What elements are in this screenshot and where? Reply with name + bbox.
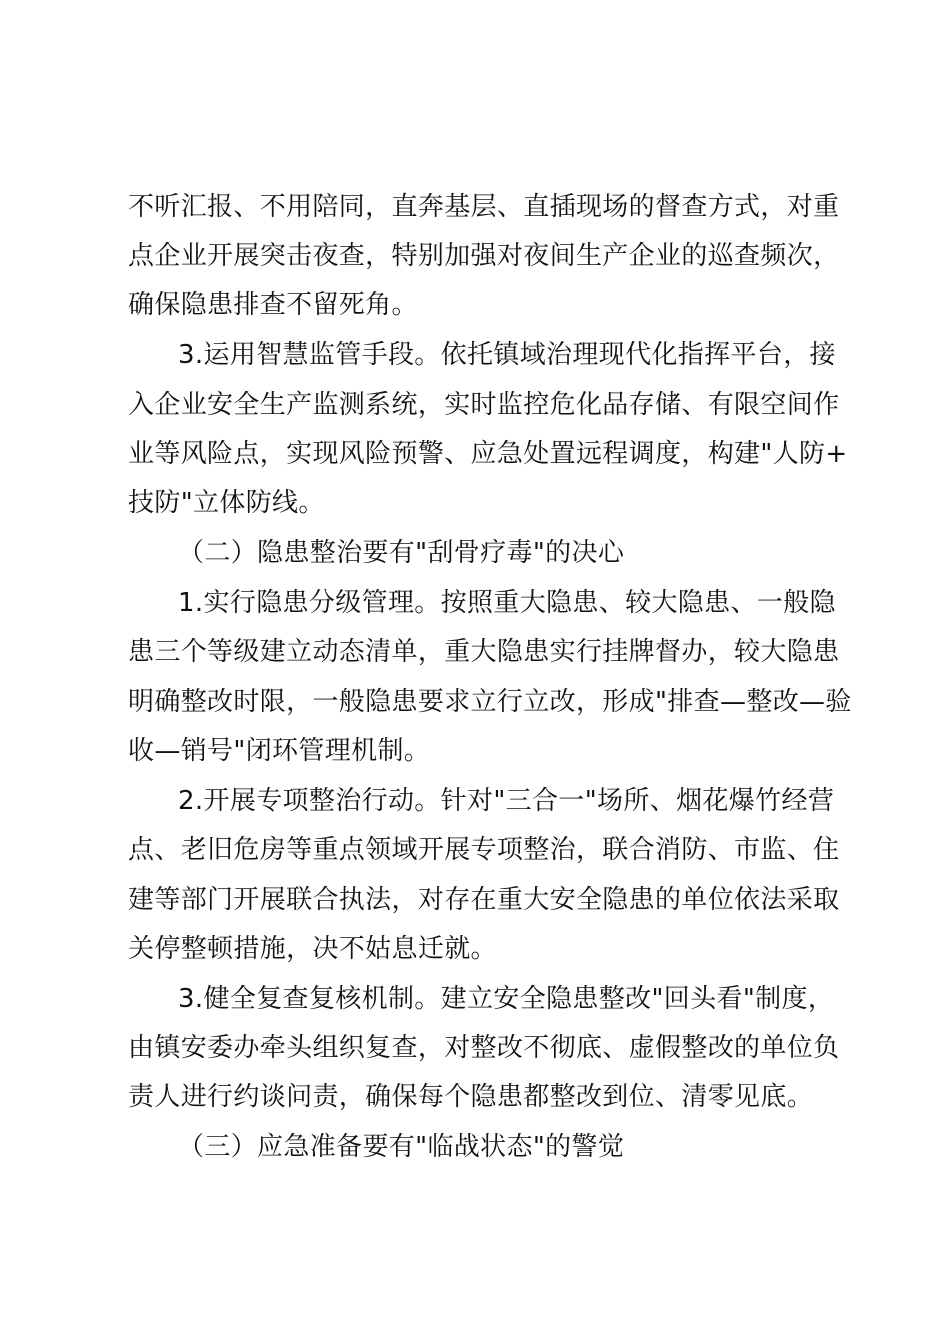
text-line: 入企业安全生产监测系统，实时监控危化品存储、有限空间作 [128, 390, 840, 420]
text-line: 3.运用智慧监管手段。依托镇域治理现代化指挥平台，接 [178, 340, 836, 370]
text-line: 由镇安委办牵头组织复查，对整改不彻底、虚假整改的单位负 [128, 1033, 840, 1063]
text-line: 收—销号"闭环管理机制。 [128, 736, 431, 766]
text-line: 技防"立体防线。 [128, 488, 325, 518]
text-line: 关停整顿措施，决不姑息迁就。 [128, 934, 497, 964]
text-line: 不听汇报、不用陪同，直奔基层、直插现场的督查方式，对重 [128, 192, 840, 222]
text-line: 1.实行隐患分级管理。按照重大隐患、较大隐患、一般隐 [178, 588, 836, 618]
section-heading: （三）应急准备要有"临战状态"的警觉 [178, 1132, 625, 1162]
text-line: 3.健全复查复核机制。建立安全隐患整改"回头看"制度， [178, 984, 835, 1014]
text-line: 明确整改时限，一般隐患要求立行立改，形成"排查—整改—验 [128, 687, 852, 717]
text-line: 2.开展专项整治行动。针对"三合一"场所、烟花爆竹经营 [178, 786, 835, 816]
text-line: 点、老旧危房等重点领域开展专项整治，联合消防、市监、住 [128, 835, 840, 865]
text-line: 建等部门开展联合执法，对存在重大安全隐患的单位依法采取 [128, 885, 840, 915]
text-line: 点企业开展突击夜查，特别加强对夜间生产企业的巡查频次， [128, 241, 840, 271]
text-line: 责人进行约谈问责，确保每个隐患都整改到位、清零见底。 [128, 1082, 814, 1112]
section-heading: （二）隐患整治要有"刮骨疗毒"的决心 [178, 538, 625, 568]
text-line: 确保隐患排查不留死角。 [128, 290, 418, 320]
text-line: 业等风险点，实现风险预警、应急处置远程调度，构建"人防+ [128, 439, 848, 469]
text-line: 患三个等级建立动态清单，重大隐患实行挂牌督办，较大隐患 [128, 637, 840, 667]
